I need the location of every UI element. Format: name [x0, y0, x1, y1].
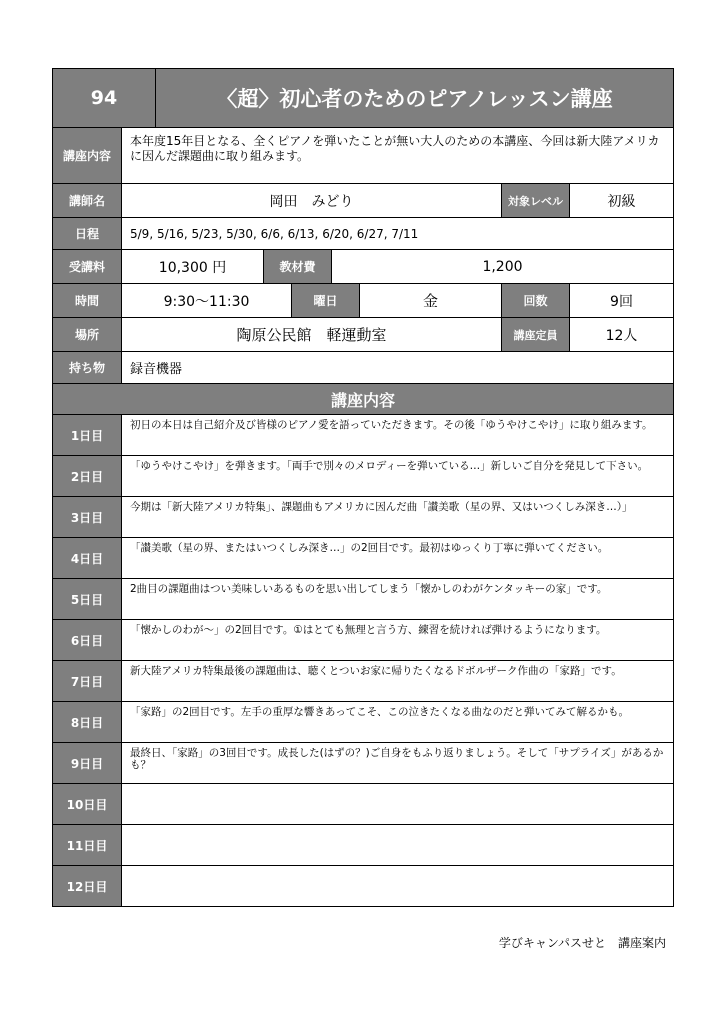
lesson-label: 11日目 [53, 825, 121, 865]
place-label: 場所 [53, 318, 121, 351]
title-row [53, 69, 673, 127]
content-value: 本年度15年目となる、全くピアノを弾いたことが無い大人のための本講座、今回は新大陸アメリカに因んだ課題曲に取り組みます。 [121, 128, 673, 183]
place-row [53, 317, 673, 351]
lesson-label: 6日目 [53, 620, 121, 660]
lesson-text: 「ゆうやけこやけ」を弾きます。「両手で別々のメロディーを弾いている…」新しいご自分を発見して下さい。 [121, 456, 673, 496]
content-row [53, 127, 673, 183]
material-fee-value: 1,200 [331, 250, 673, 283]
lesson-row [53, 455, 673, 496]
lesson-label: 8日目 [53, 702, 121, 742]
lesson-row [53, 783, 673, 824]
time-label: 時間 [53, 284, 121, 317]
section-title: 講座内容 [53, 384, 673, 414]
instructor-row [53, 183, 673, 217]
lesson-text: 新大陸アメリカ特集最後の課題曲は、聴くとついお家に帰りたくなるドボルザーク作曲の「家路」です。 [121, 661, 673, 701]
lesson-label: 12日目 [53, 866, 121, 906]
weekday-value: 金 [359, 284, 501, 317]
belongings-label: 持ち物 [53, 352, 121, 383]
lesson-row [53, 414, 673, 455]
lesson-label: 10日目 [53, 784, 121, 824]
lesson-row [53, 865, 673, 906]
schedule-label: 日程 [53, 218, 121, 249]
lesson-label: 5日目 [53, 579, 121, 619]
lesson-row [53, 537, 673, 578]
section-header-row [53, 383, 673, 414]
lesson-row [53, 742, 673, 783]
target-level-value: 初級 [569, 184, 673, 217]
belongings-row [53, 351, 673, 383]
lesson-row [53, 660, 673, 701]
lesson-text: 「家路」の2回目です。左手の重厚な響きあってこそ、この泣きたくなる曲なのだと弾いてみて解るかも。 [121, 702, 673, 742]
lesson-label: 7日目 [53, 661, 121, 701]
lesson-text: 2曲目の課題曲はつい美味しいあるものを思い出してしまう「懐かしのわがケンタッキーの家」です。 [121, 579, 673, 619]
lesson-row [53, 824, 673, 865]
lesson-text [121, 825, 673, 865]
lesson-row [53, 578, 673, 619]
lesson-text: 初日の本日は自己紹介及び皆様のピアノ愛を語っていただきます。その後「ゆうやけこやけ」に取り組みます。 [121, 415, 673, 455]
lesson-label: 9日目 [53, 743, 121, 783]
capacity-label: 講座定員 [501, 318, 569, 351]
count-value: 9回 [569, 284, 673, 317]
time-value: 9:30〜11:30 [121, 284, 291, 317]
weekday-label: 曜日 [291, 284, 359, 317]
lesson-label: 1日目 [53, 415, 121, 455]
lesson-label: 3日目 [53, 497, 121, 537]
fee-row [53, 249, 673, 283]
lesson-text [121, 866, 673, 906]
lesson-text: 今期は「新大陸アメリカ特集」、課題曲もアメリカに因んだ曲「讃美歌（星の界、又はいつくしみ深き…）」 [121, 497, 673, 537]
lesson-row [53, 496, 673, 537]
capacity-value: 12人 [569, 318, 673, 351]
schedule-value: 5/9, 5/16, 5/23, 5/30, 6/6, 6/13, 6/20, 6/27, 7/11 [121, 218, 673, 249]
belongings-value: 録音機器 [121, 352, 673, 383]
fee-label: 受講料 [53, 250, 121, 283]
lesson-text [121, 784, 673, 824]
lesson-text: 最終日、「家路」の3回目です。成長した(はずの？)ご自身をもふり返りましょう。そして「サプライズ」があるかも？ [121, 743, 673, 783]
course-sheet [52, 68, 674, 907]
lesson-label: 2日目 [53, 456, 121, 496]
material-fee-label: 教材費 [263, 250, 331, 283]
course-title: 〈超〉初心者のためのピアノレッスン講座 [155, 69, 673, 127]
course-number: 94 [53, 69, 155, 127]
instructor-label: 講師名 [53, 184, 121, 217]
content-label: 講座内容 [53, 128, 121, 183]
place-value: 陶原公民館 軽運動室 [121, 318, 501, 351]
fee-value: 10,300 円 [121, 250, 263, 283]
footer-text: 学びキャンパスせと 講座案内 [498, 936, 666, 950]
lesson-row [53, 619, 673, 660]
lesson-row [53, 701, 673, 742]
time-row [53, 283, 673, 317]
lesson-text: 「讃美歌（星の界、またはいつくしみ深き…」の2回目です。最初はゆっくり丁寧に弾いてください。 [121, 538, 673, 578]
lesson-label: 4日目 [53, 538, 121, 578]
count-label: 回数 [501, 284, 569, 317]
instructor-value: 岡田 みどり [121, 184, 501, 217]
schedule-row [53, 217, 673, 249]
lesson-text: 「懐かしのわが〜」の2回目です。①はとても無理と言う方、練習を続ければ弾けるようになります。 [121, 620, 673, 660]
target-level-label: 対象レベル [501, 184, 569, 217]
